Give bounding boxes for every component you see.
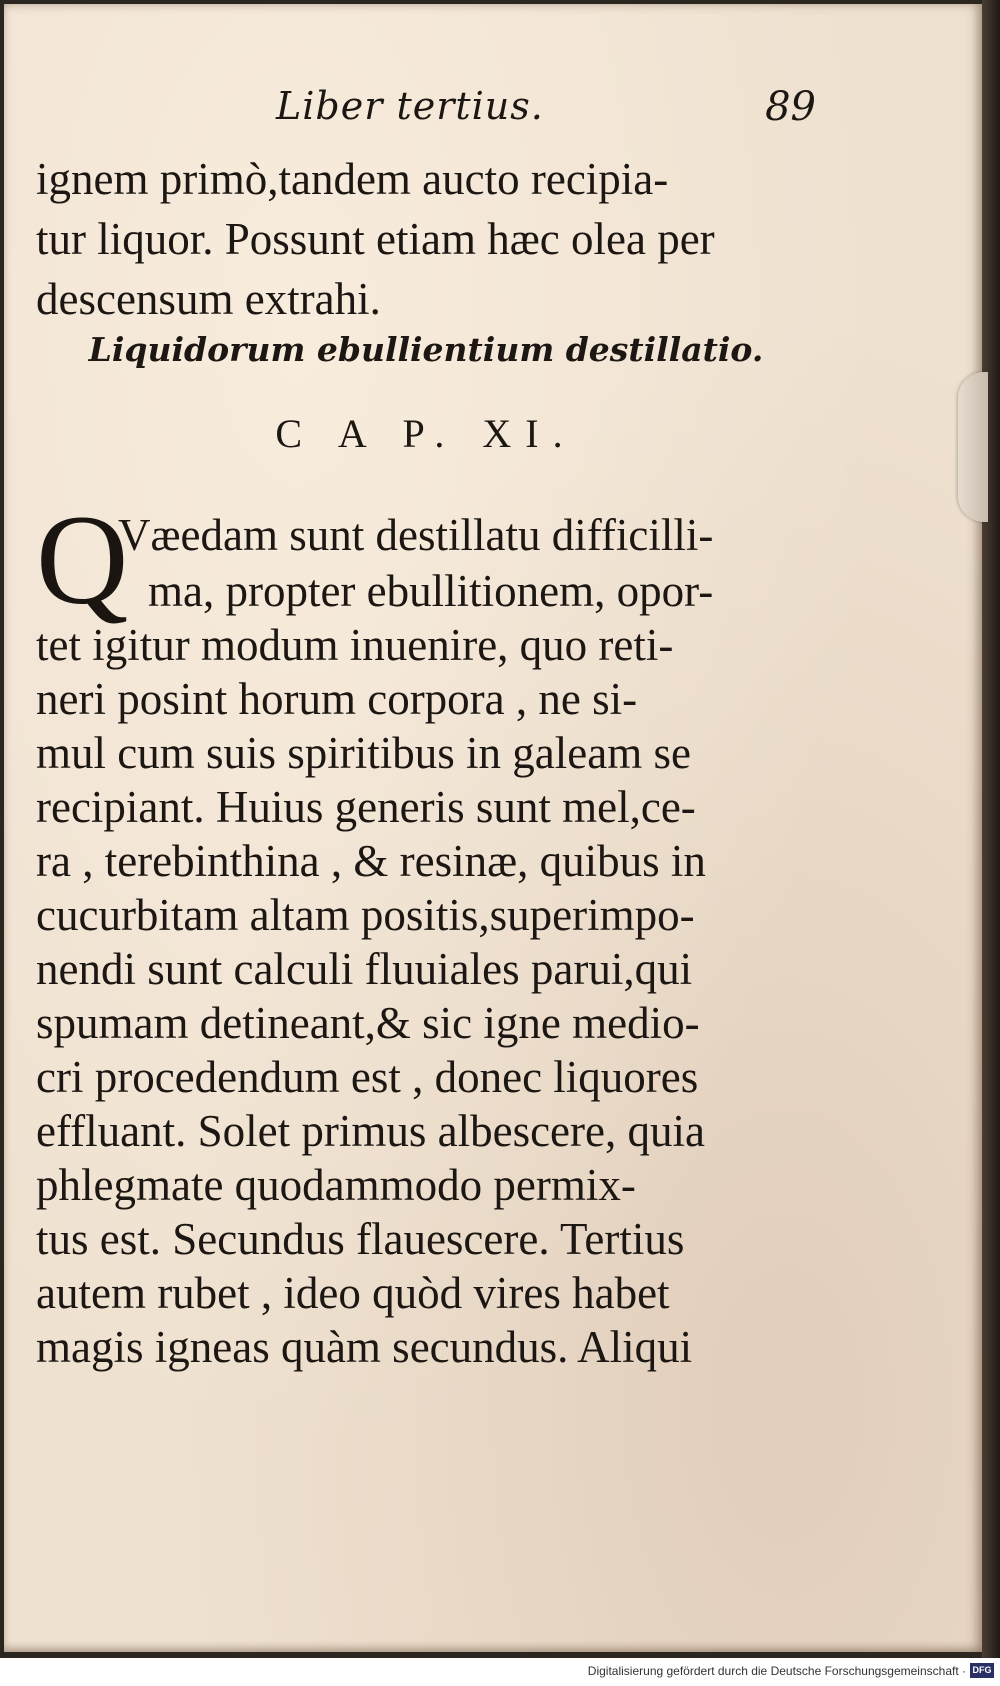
text-line: phlegmate quodammodo permix- xyxy=(36,1160,636,1210)
text-line: tus est. Secundus flauescere. Tertius xyxy=(36,1214,685,1264)
text-line: descensum extrahi. xyxy=(36,274,381,324)
running-header xyxy=(36,84,816,148)
text-line: nendi sunt calculi fluuiales parui,qui xyxy=(36,944,693,994)
dfg-logo: DFG xyxy=(970,1663,994,1678)
text-line: effluant. Solet primus albescere, quia xyxy=(36,1106,705,1156)
text-line: recipiant. Huius generis sunt mel,ce- xyxy=(36,782,696,832)
text-line: Væedam sunt destillatu difficilli- xyxy=(118,510,714,560)
text-line: ra , terebinthina , & resinæ, quibus in xyxy=(36,836,706,886)
page-number: 89 xyxy=(765,84,816,130)
book-edge xyxy=(982,0,1000,1658)
text-line: ma, propter ebullitionem, opor- xyxy=(148,566,714,616)
text-line: ignem primò,tandem aucto recipia- xyxy=(36,154,669,204)
text-line: spumam detineant,& sic igne medio- xyxy=(36,998,700,1048)
text-line: mul cum suis spiritibus in galeam se xyxy=(36,728,691,778)
drop-cap: Q xyxy=(36,489,129,631)
text-line: autem rubet , ideo quòd vires habet xyxy=(36,1268,670,1318)
chapter-number: C A P. XI. xyxy=(275,411,577,456)
text-line: neri posint horum corpora , ne si- xyxy=(36,674,638,724)
running-title: Liber tertius. xyxy=(276,84,544,128)
text-line: tur liquor. Possunt etiam hæc olea per xyxy=(36,214,715,264)
text-line: cucurbitam altam positis,superimpo- xyxy=(36,890,695,940)
footer-bar xyxy=(0,1658,1000,1686)
digitization-credit: Digitalisierung gefördert durch die Deutsche Forschungsgemeinschaft · xyxy=(587,1664,966,1678)
page-tab xyxy=(958,372,988,522)
text-line: cri procedendum est , donec liquores xyxy=(36,1052,699,1102)
chapter-title: Liquidorum ebullientium destillatio. xyxy=(88,330,764,369)
text-line: tet igitur modum inuenire, quo reti- xyxy=(36,620,674,670)
text-line: magis igneas quàm secundus. Aliqui xyxy=(36,1322,693,1372)
